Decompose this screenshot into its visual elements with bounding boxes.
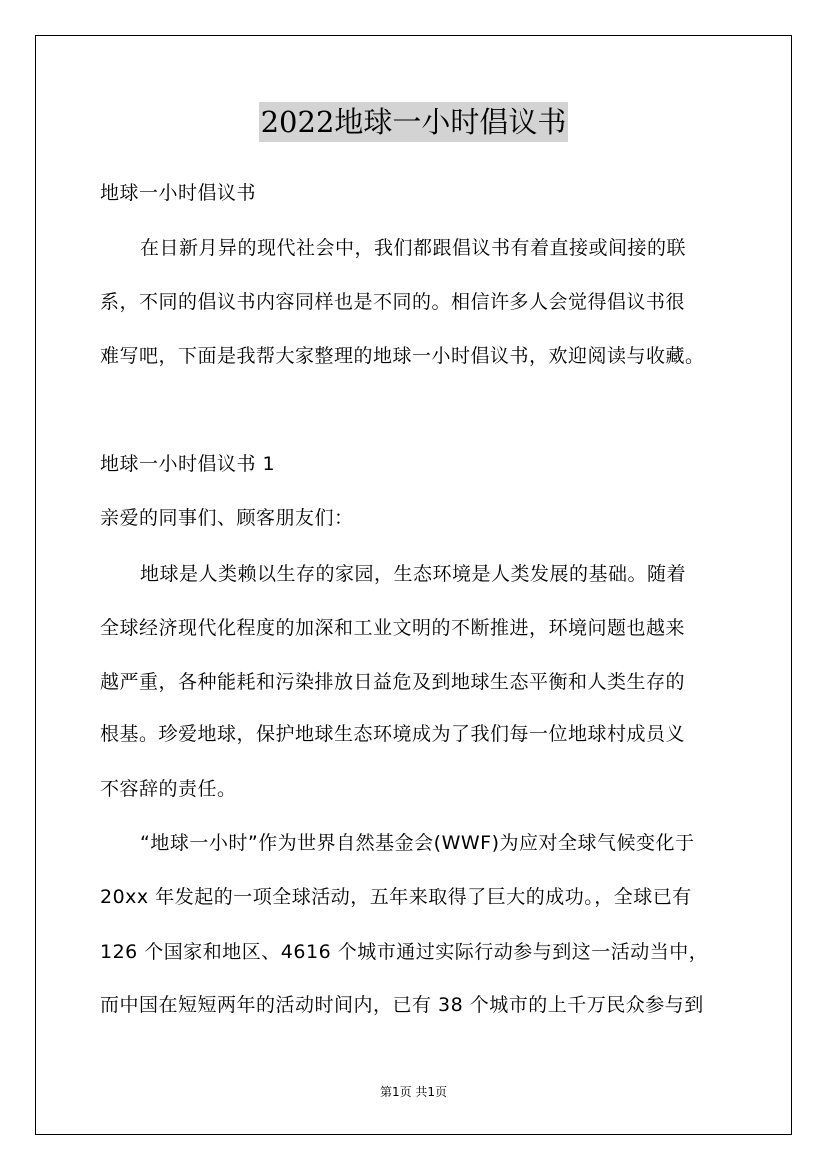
body-line: 而中国在短短两年的活动时间内，已有 38 个城市的上千万民众参与到 (100, 994, 704, 1016)
body-line: 根基。珍爱地球，保护地球生态环境成为了我们每一位地球村成员义 (100, 723, 686, 745)
intro-line: 系，不同的倡议书内容同样也是不同的。相信许多人会觉得倡议书很 (100, 291, 686, 313)
intro-line: 在日新月异的现代社会中，我们都跟倡议书有着直接或间接的联 (140, 237, 687, 259)
body-line: “地球一小时”作为世界自然基金会(WWF)为应对全球气候变化于 (140, 832, 695, 854)
salutation: 亲爱的同事们、顾客朋友们： (100, 507, 354, 529)
body-line: 20xx 年发起的一项全球活动，五年来取得了巨大的成功。，全球已有 (100, 886, 692, 908)
title-wrap (0, 102, 827, 142)
page-footer: 第1页 共1页 (379, 1085, 448, 1099)
section-heading: 地球一小时倡议书 1 (100, 453, 276, 475)
body-line: 126 个国家和地区、4616 个城市通过实际行动参与到这一活动当中， (100, 941, 709, 963)
intro-line: 难写吧，下面是我帮大家整理的地球一小时倡议书，欢迎阅读与收藏。 (100, 345, 705, 367)
subtitle: 地球一小时倡议书 (100, 182, 257, 204)
body-line: 全球经济现代化程度的加深和工业文明的不断推进，环境问题也越来 (100, 617, 686, 639)
body-line: 地球是人类赖以生存的家园，生态环境是人类发展的基础。随着 (140, 563, 687, 585)
body-line: 不容辞的责任。 (100, 778, 237, 800)
document-title: 2022地球一小时倡议书 (259, 102, 569, 142)
body-line: 越严重，各种能耗和污染排放日益危及到地球生态平衡和人类生存的 (100, 671, 686, 693)
